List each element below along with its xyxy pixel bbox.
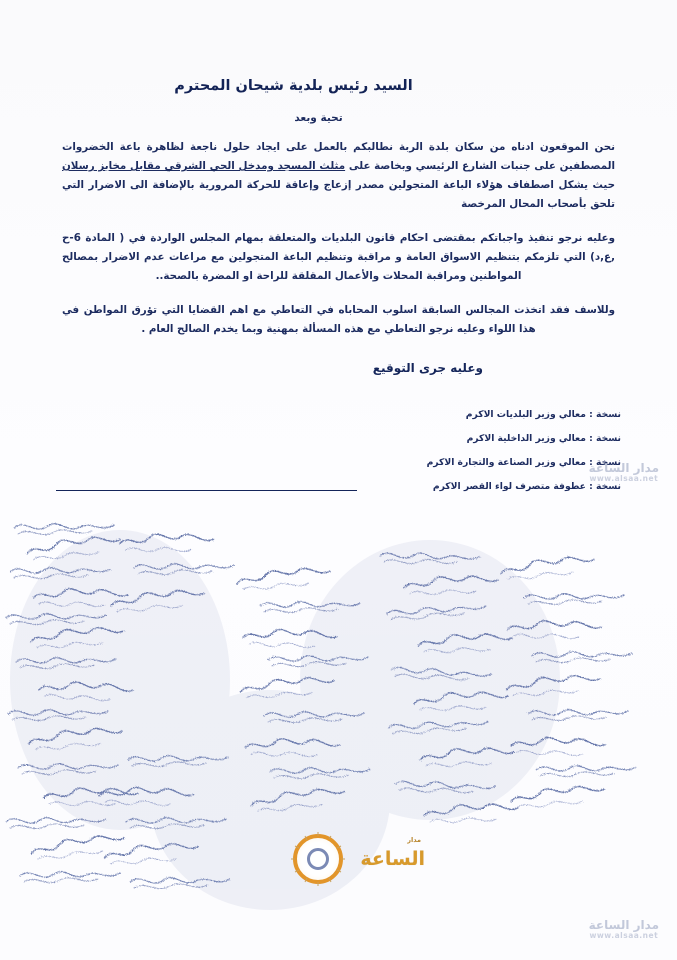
logo-text: الساعة (360, 848, 425, 870)
copy-item: نسخة : عطوفة متصرف لواء القصر الاكرم (432, 481, 621, 493)
logo-subtext: مدار (407, 836, 421, 844)
document-salutation: السيد رئيس بلدية شيحان المحترم (174, 78, 413, 94)
watermark-url: www.alsaa.net (589, 930, 659, 940)
copy-item: نسخة : معالي وزير الداخلية الاكرم (466, 433, 621, 445)
copy-item: نسخة : معالي وزير البلديات الاكرم (465, 409, 621, 421)
underlined-phrase: مثلث المسجد ومدخل الحي الشرقي مقابل مخابز رسلان (62, 160, 346, 173)
document-paragraph-3: وللاسف فقد اتخذت المجالس السابقة اسلوب المحاباه في التعاطي مع اهم القضايا التي تؤرق المواطن في هذا اللواء وعليه نرجو التعاطي مع هذه المسألة بمهنية وبما يخدم الصالح العام . (62, 304, 615, 336)
clock-ticks-icon (289, 830, 347, 888)
watermark-text: مدار الساعة (588, 461, 659, 475)
document-paragraph-1: نحن الموقعون ادناه من سكان بلدة الربة نطالبكم بالعمل على ايجاد حلول ناجعة لظاهرة باعة الخضروات المصطفين على جنبات الشارع الرئيسي وبخاصة على مثلث المسجد ومدخل الحي الشرقي مقابل مخابز رسلان حيث يشكل اصطفاف هؤلاء الباعة المتجولين مصدر إزعاج وإعاقة للحركة المرورية بالإضافة الى الاضرار التي تلحق بأصحاب المحال المرخصة (62, 141, 615, 211)
horizontal-divider (56, 490, 357, 491)
document-body (44, 78, 633, 505)
copies-list (44, 409, 633, 492)
watermark-text: مدار الساعة (588, 917, 659, 932)
copy-item: نسخة : معالي وزير الصناعة والتجارة الاكرم (426, 457, 621, 469)
watermark-url: www.alsaa.net (589, 474, 659, 484)
document-paragraph-2: وعليه نرجو تنفيذ واجباتكم بمقتضى احكام قانون البلديات والمتعلقة بمهام المجلس الواردة في ( المادة 6-ح ,ع,د) التي تلزمكم بتنظيم الاسواق العامة و مراقبة وتنظيم الباعة المتجولين مع مراعات عدم الاضرار بمصالح المواطنين ومراقبة المحلات والأعمال المقلقة للراحة او المضرة بالصحة.. (62, 232, 615, 283)
site-logo (245, 832, 435, 894)
document-greeting: تحية وبعد (294, 112, 343, 124)
signature-note: وعليه جرى التوقيع (372, 361, 483, 376)
